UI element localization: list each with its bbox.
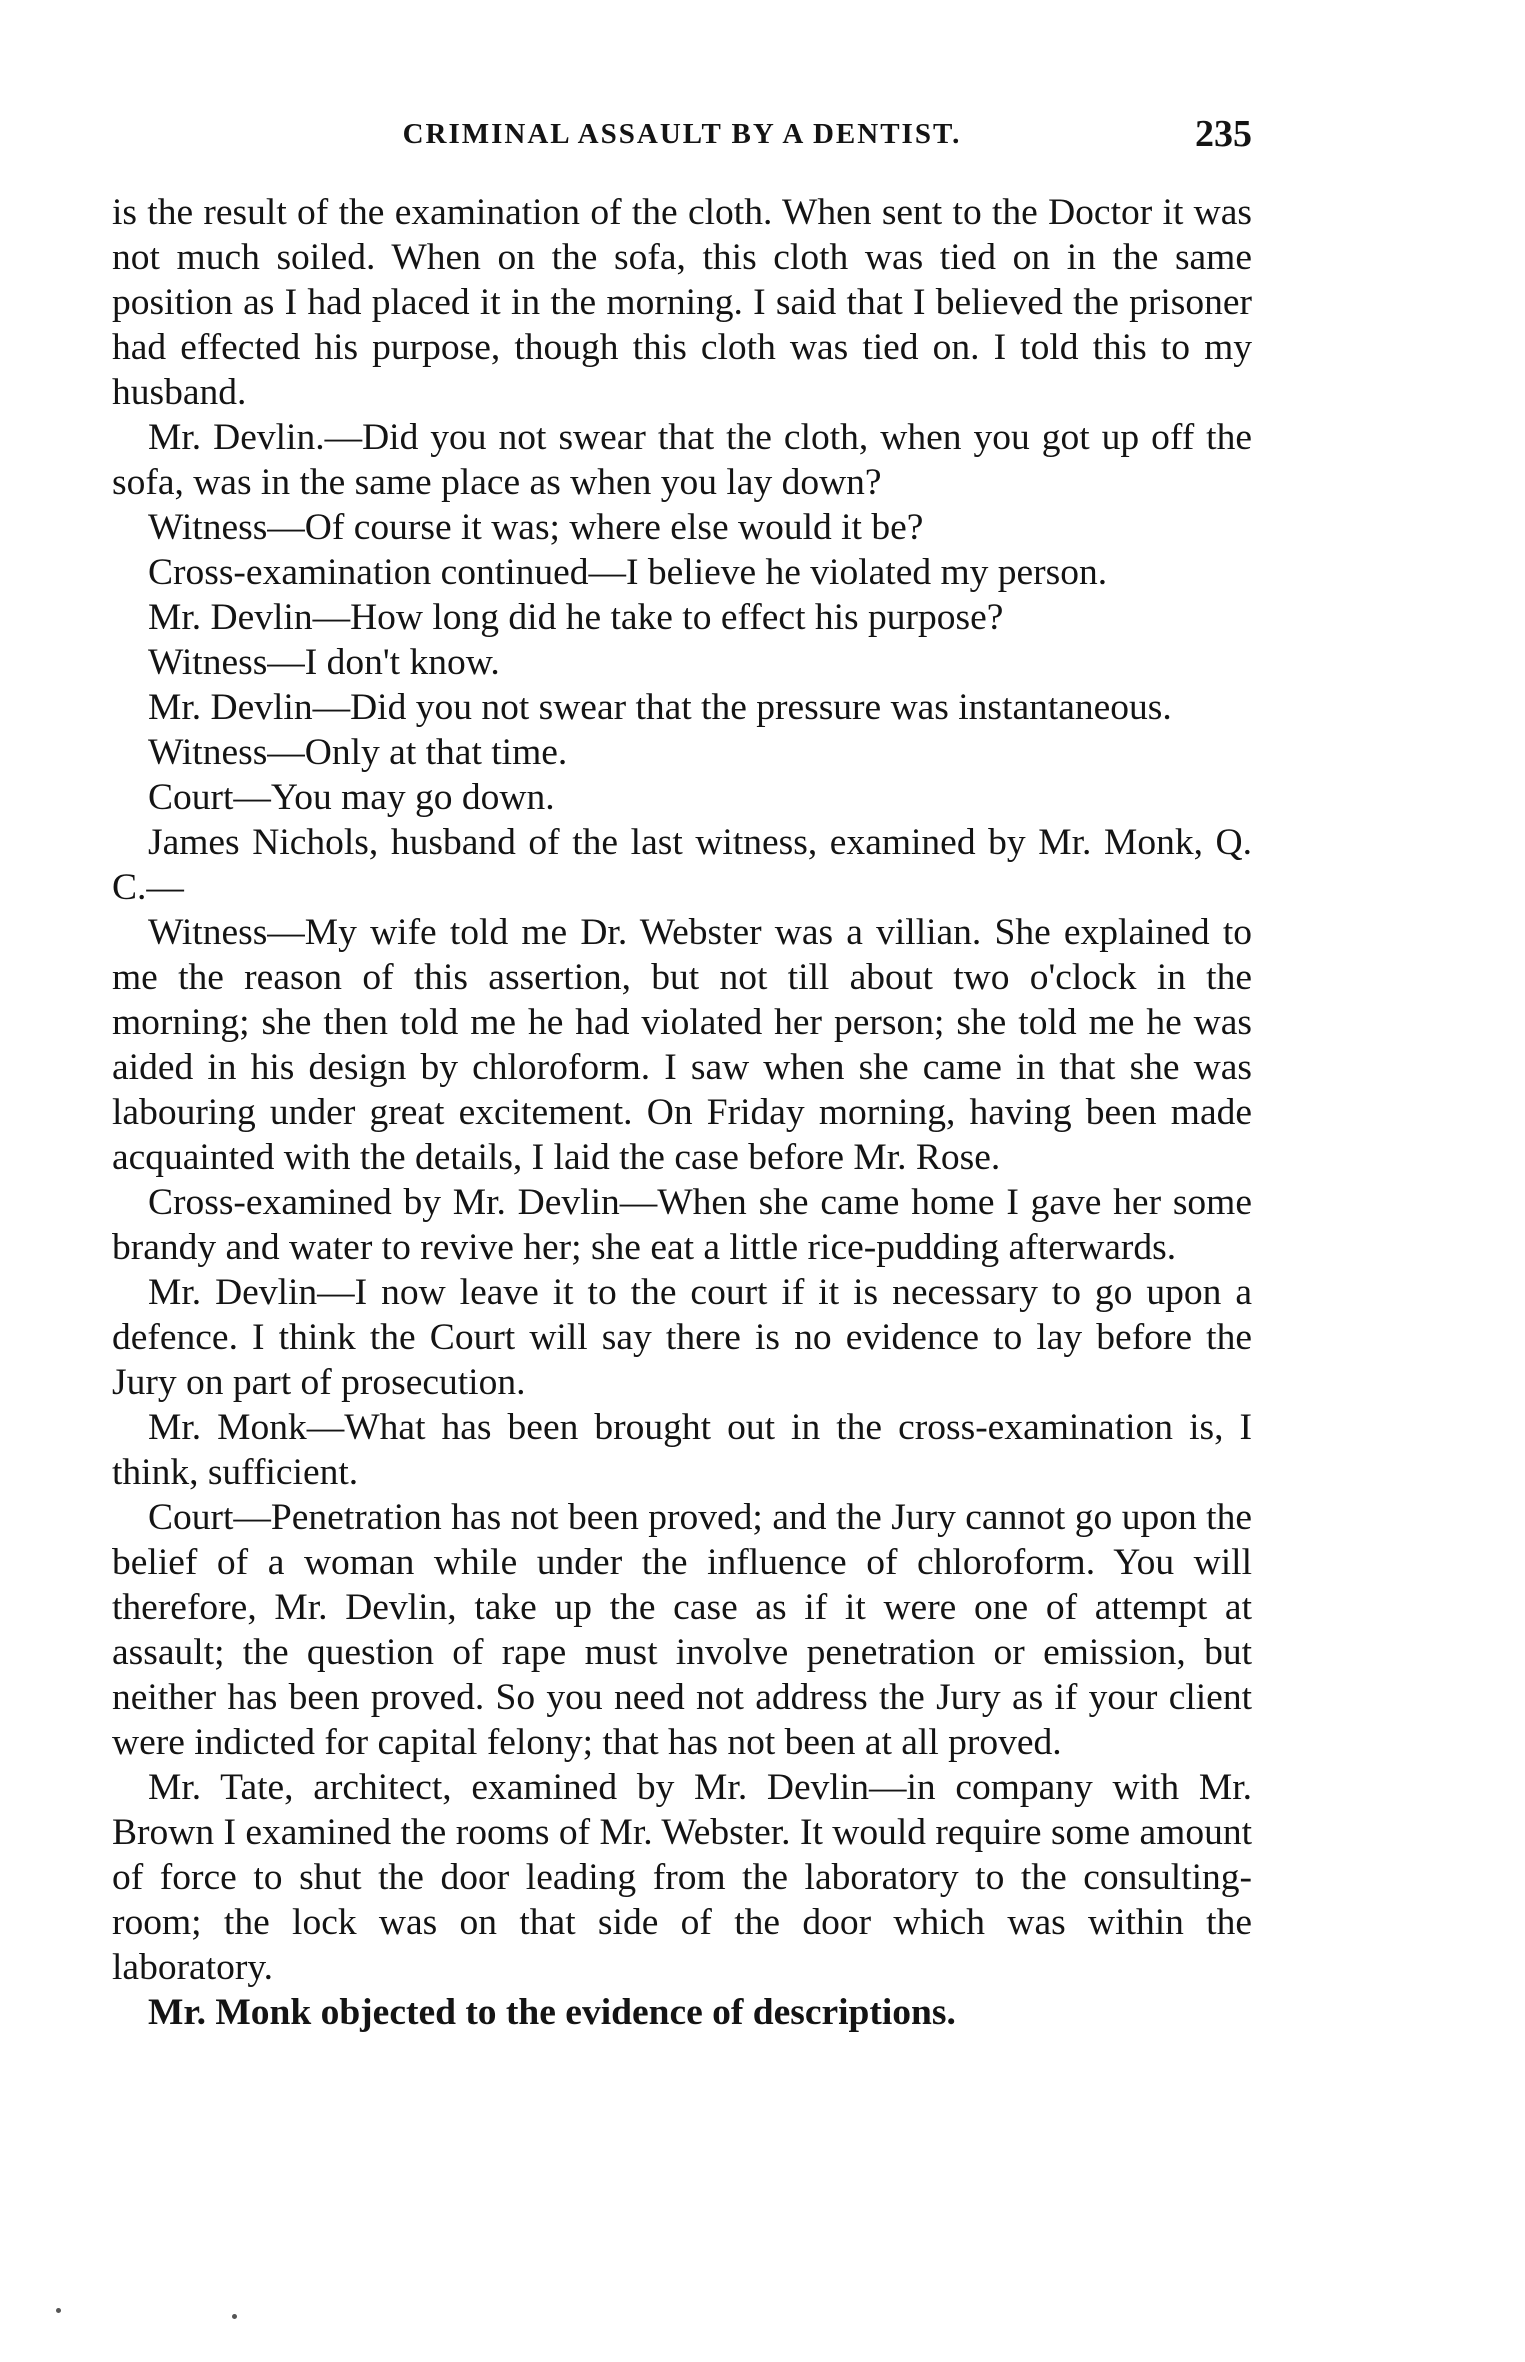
paragraph: Witness—Of course it was; where else would it be?	[148, 507, 924, 548]
paragraph: is the result of the examination of the cloth. When sent to the Doctor it was not much soiled. When on the sofa, this cloth was tied on in the same position as I had placed it in the morning. I said that I believed the prisoner had effected his purpose, though this cloth was tied on. I told this to my husband.	[112, 192, 1252, 413]
paragraph: Mr. Devlin.—Did you not swear that the cloth, when you got up off the sofa, was in the same place as when you lay down?	[112, 417, 1252, 503]
print-specks	[0, 2300, 1525, 2320]
paragraph: Mr. Monk—What has been brought out in the cross-examination is, I think, sufficient.	[112, 1407, 1252, 1493]
paragraph: Mr. Devlin—I now leave it to the court if it is necessary to go upon a defence. I think the Court will say there is no evidence to lay before the Jury on part of prosecution.	[112, 1272, 1252, 1403]
paragraph: Witness—I don't know.	[148, 642, 500, 683]
body-text	[112, 190, 1252, 2035]
paragraph: Mr. Monk objected to the evidence of descriptions.	[148, 1992, 956, 2033]
speck-mark	[232, 2314, 237, 2319]
page-header	[112, 113, 1252, 178]
paragraph: Court—Penetration has not been proved; and the Jury cannot go upon the belief of a woman while under the influence of chloroform. You will therefore, Mr. Devlin, take up the case as if it were one of attempt at assault; the question of rape must involve penetration or emission, but neither has been proved. So you need not address the Jury as if your client were indicted for capital felony; that has not been at all proved.	[112, 1497, 1252, 1763]
paragraph: Mr. Tate, architect, examined by Mr. Devlin—in company with Mr. Brown I examined the rooms of Mr. Webster. It would require some amount of force to shut the door leading from the laboratory to the consulting-room; the lock was on that side of the door which was within the laboratory.	[112, 1767, 1252, 1988]
paragraph: Witness—My wife told me Dr. Webster was a villian. She explained to me the reason of this assertion, but not till about two o'clock in the morning; she then told me he had violated her person; she told me he was aided in his design by chloroform. I saw when she came in that she was labouring under great excitement. On Friday morning, having been made acquainted with the details, I laid the case before Mr. Rose.	[112, 912, 1252, 1178]
paragraph: Court—You may go down.	[148, 777, 555, 818]
running-head: CRIMINAL ASSAULT BY A DENTIST.	[402, 118, 962, 150]
page-number: 235	[1195, 113, 1252, 155]
paragraph: James Nichols, husband of the last witness, examined by Mr. Monk, Q. C.—	[112, 822, 1252, 908]
paragraph: Mr. Devlin—Did you not swear that the pressure was instantaneous.	[148, 687, 1172, 728]
paragraph: Cross-examination continued—I believe he violated my person.	[148, 552, 1108, 593]
paragraph: Witness—Only at that time.	[148, 732, 568, 773]
paragraph: Cross-examined by Mr. Devlin—When she came home I gave her some brandy and water to revive her; she eat a little rice-pudding afterwards.	[112, 1182, 1252, 1268]
paragraph: Mr. Devlin—How long did he take to effect his purpose?	[148, 597, 1004, 638]
speck-mark	[56, 2308, 61, 2313]
